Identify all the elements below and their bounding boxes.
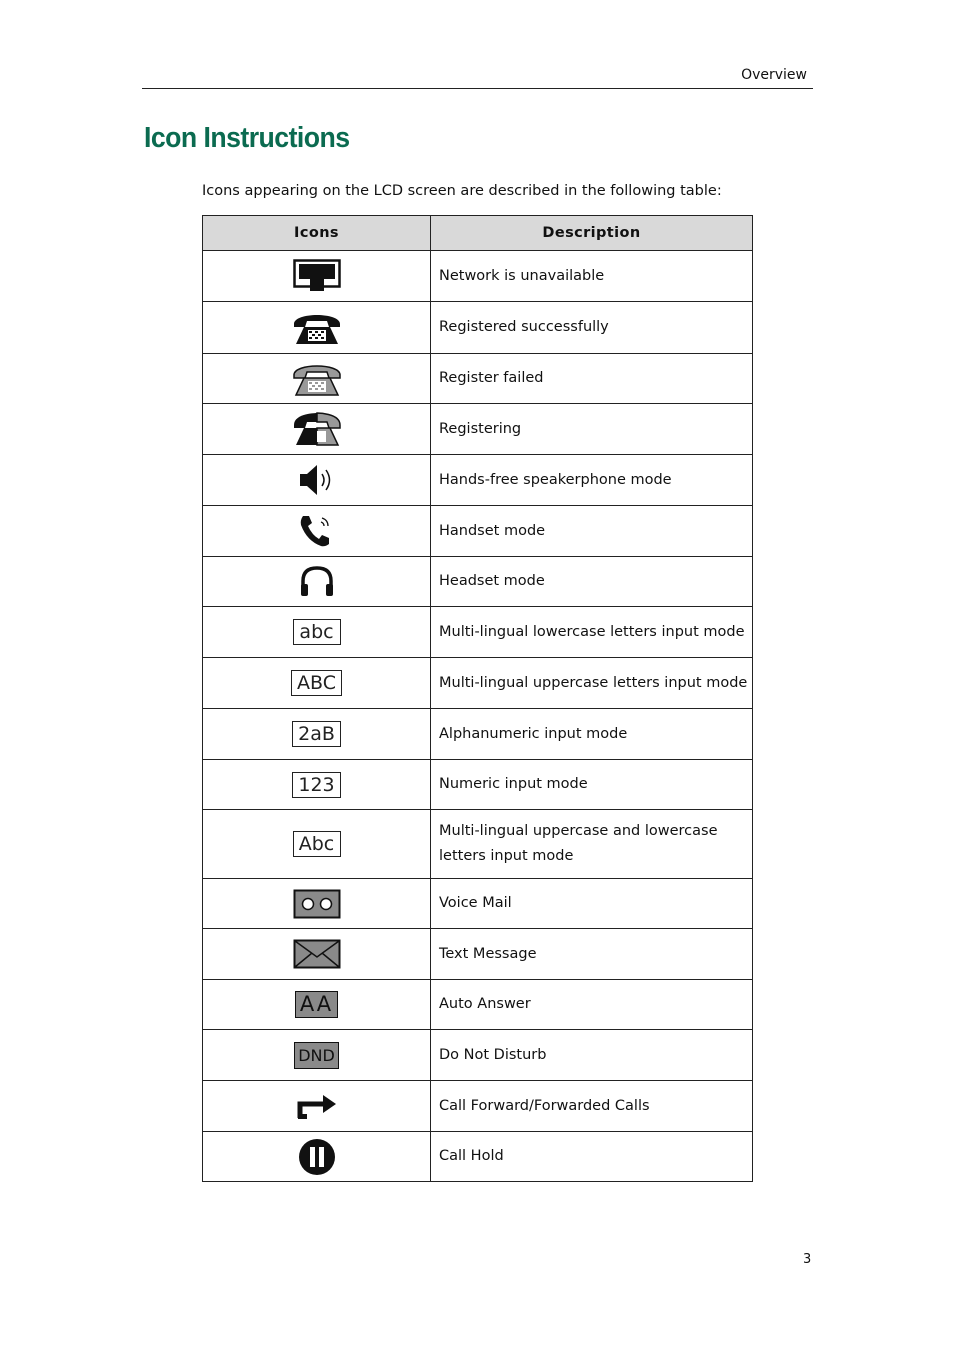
table-row — [203, 980, 753, 1030]
envelope-icon — [293, 939, 341, 969]
row-description: Network is unavailable — [431, 251, 753, 302]
row-description: Registered successfully — [431, 302, 753, 354]
registering-phone-icon — [292, 411, 342, 447]
row-description: Register failed — [431, 354, 753, 404]
table-row — [203, 251, 753, 302]
table-row — [203, 506, 753, 557]
table-row — [203, 354, 753, 404]
row-description: Alphanumeric input mode — [431, 709, 753, 760]
headset-icon — [297, 564, 337, 600]
section-title: Icon Instructions — [144, 122, 350, 154]
voicemail-icon — [293, 889, 341, 919]
speaker-icon — [297, 463, 337, 497]
row-description: Registering — [431, 404, 753, 455]
page-number: 3 — [803, 1252, 812, 1267]
table-row — [203, 1030, 753, 1081]
registered-phone-icon — [292, 310, 342, 346]
row-description: Handset mode — [431, 506, 753, 557]
table-row — [203, 879, 753, 929]
table-row — [203, 607, 753, 658]
table-row — [203, 1081, 753, 1132]
dnd-icon: DND — [294, 1042, 339, 1069]
123-icon: 123 — [292, 772, 340, 798]
table-row — [203, 557, 753, 607]
row-description: Multi-lingual uppercase and lowercase letters input mode — [431, 810, 753, 879]
icon-table — [202, 215, 753, 1182]
column-header-description: Description — [431, 216, 753, 251]
row-description: Auto Answer — [431, 980, 753, 1030]
auto-answer-icon: AA — [295, 991, 338, 1018]
row-description: Headset mode — [431, 557, 753, 607]
pause-icon — [297, 1137, 337, 1177]
table-row — [203, 455, 753, 506]
2aB-icon: 2aB — [292, 721, 341, 747]
table-row — [203, 760, 753, 810]
handset-icon — [297, 513, 337, 549]
ABC-icon: ABC — [291, 670, 342, 696]
running-head: Overview — [741, 67, 807, 83]
abc-icon: abc — [293, 619, 341, 645]
intro-text: Icons appearing on the LCD screen are described in the following table: — [202, 183, 722, 199]
table-row — [203, 709, 753, 760]
column-header-icons: Icons — [203, 216, 431, 251]
row-description: Hands-free speakerphone mode — [431, 455, 753, 506]
header-rule — [142, 88, 813, 89]
table-row — [203, 810, 753, 879]
row-description: Voice Mail — [431, 879, 753, 929]
row-description: Multi-lingual uppercase letters input mode — [431, 658, 753, 709]
table-header-row — [203, 216, 753, 251]
network-unavailable-icon — [293, 259, 341, 293]
Abc-icon: Abc — [293, 831, 341, 857]
table-row — [203, 302, 753, 354]
table-row — [203, 1132, 753, 1182]
row-description: Call Hold — [431, 1132, 753, 1182]
table-row — [203, 658, 753, 709]
table-row — [203, 929, 753, 980]
register-failed-phone-icon — [292, 361, 342, 397]
row-description: Call Forward/Forwarded Calls — [431, 1081, 753, 1132]
row-description: Text Message — [431, 929, 753, 980]
table-row — [203, 404, 753, 455]
row-description: Numeric input mode — [431, 760, 753, 810]
forward-arrow-icon — [295, 1090, 339, 1122]
row-description: Do Not Disturb — [431, 1030, 753, 1081]
row-description: Multi-lingual lowercase letters input mode — [431, 607, 753, 658]
